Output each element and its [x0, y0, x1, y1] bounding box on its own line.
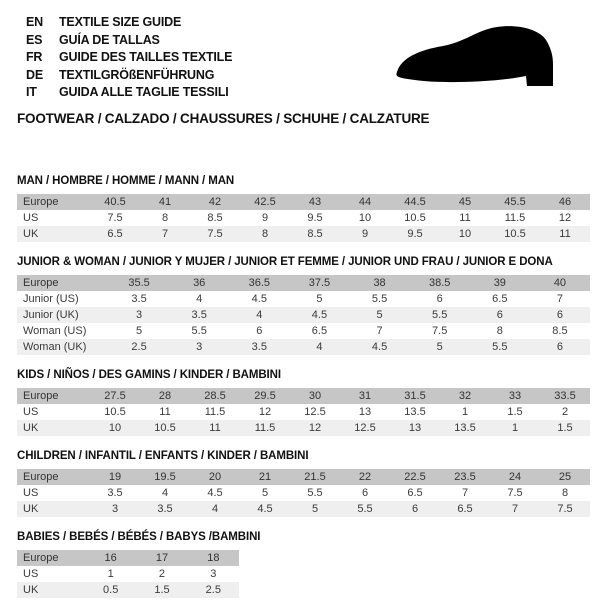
- size-row: [17, 210, 590, 226]
- row-label: US: [23, 405, 39, 418]
- size-cell: 10.5: [404, 211, 426, 224]
- size-cell: 6.5: [90, 226, 140, 242]
- size-cell: 21.5: [290, 469, 340, 485]
- size-cell: 11: [190, 420, 240, 436]
- size-cell: 9: [340, 226, 390, 242]
- size-cell: 31: [340, 388, 390, 404]
- language-label: TEXTILGRÖßENFÜHRUNG: [59, 67, 215, 82]
- size-cell: 8: [240, 226, 290, 242]
- row-label: UK: [17, 420, 90, 436]
- size-cell: 2.5: [109, 339, 169, 355]
- size-cell: 36: [169, 275, 229, 291]
- size-cell: 13: [390, 420, 440, 436]
- language-label: GUÍA DE TALLAS: [59, 32, 160, 47]
- size-cell: 5: [290, 501, 340, 517]
- section-title-children: CHILDREN / INFANTIL / ENFANTS / KINDER / BAMBINI: [17, 449, 309, 462]
- size-cell: 3: [169, 339, 229, 355]
- size-row: [17, 420, 590, 436]
- size-cell: 7: [140, 226, 190, 242]
- size-cell: 7.5: [190, 226, 240, 242]
- size-cell: 13: [358, 405, 372, 418]
- size-cell: 6.5: [492, 292, 508, 305]
- size-cell: 4: [229, 307, 289, 323]
- size-cell: 17: [136, 550, 187, 566]
- section-babies: [17, 530, 590, 598]
- size-cell: 6: [361, 486, 369, 499]
- row-label: Europe: [17, 194, 90, 210]
- size-cell: 2: [561, 405, 569, 418]
- section-title-man: MAN / HOMBRE / HOMME / MANN / MAN: [17, 174, 235, 187]
- size-cell: 36.5: [229, 275, 289, 291]
- size-cell: 4.5: [207, 486, 223, 499]
- size-cell: 9.5: [307, 211, 323, 224]
- size-cell: 9: [261, 211, 269, 224]
- shoe-icon: [393, 24, 573, 98]
- size-cell: 7.5: [432, 324, 448, 337]
- size-cell: 11.5: [504, 211, 526, 224]
- size-cell: 6: [530, 339, 590, 355]
- size-cell: 11.5: [240, 420, 290, 436]
- language-label: GUIDA ALLE TAGLIE TESSILI: [59, 85, 229, 99]
- size-cell: 33.5: [540, 388, 590, 404]
- size-cell: 32: [440, 388, 490, 404]
- size-cell: 20: [190, 469, 240, 485]
- size-cell: 5.5: [340, 501, 390, 517]
- size-cell: 3.5: [107, 486, 123, 499]
- size-cell: 28: [140, 388, 190, 404]
- size-cell: 23.5: [440, 469, 490, 485]
- section-title-junior-woman: JUNIOR & WOMAN / JUNIOR Y MUJER / JUNIOR ET FEMME / JUNIOR UND FRAU / JUNIOR E DONA: [17, 255, 553, 268]
- size-row: [17, 485, 590, 501]
- size-cell: 8.5: [290, 226, 340, 242]
- size-cell: 5.5: [371, 292, 388, 305]
- size-cell: 6.5: [440, 501, 490, 517]
- size-cell: 5: [350, 307, 410, 323]
- size-cell: 38.5: [410, 275, 470, 291]
- size-cell: 11: [459, 211, 471, 224]
- row-label: UK: [17, 582, 85, 598]
- size-cell: 4: [196, 292, 203, 305]
- size-row: [17, 501, 590, 517]
- size-cell: 41: [140, 194, 190, 210]
- size-cell: 11.5: [204, 405, 226, 418]
- size-cell: 35.5: [109, 275, 169, 291]
- size-cell: 3.5: [140, 501, 190, 517]
- size-cell: 1: [107, 567, 114, 580]
- row-label: Europe: [17, 388, 90, 404]
- size-cell: 22: [340, 469, 390, 485]
- size-cell: 0.5: [85, 582, 136, 598]
- size-cell: 11: [540, 226, 590, 242]
- size-cell: 1: [490, 420, 540, 436]
- size-cell: 8.5: [207, 211, 223, 224]
- size-cell: 10.5: [490, 226, 540, 242]
- size-cell: 4: [161, 486, 169, 499]
- size-cell: 7.5: [107, 211, 123, 224]
- size-cell: 3.5: [229, 339, 289, 355]
- size-cell: 10: [90, 420, 140, 436]
- size-cell: 10.5: [140, 420, 190, 436]
- size-table-babies: [17, 550, 239, 598]
- size-header-row: [17, 550, 239, 566]
- size-cell: 38: [350, 275, 410, 291]
- size-cell: 4.5: [240, 501, 290, 517]
- size-cell: 13.5: [440, 420, 490, 436]
- size-header-row: [17, 275, 590, 291]
- size-cell: 8: [496, 324, 503, 337]
- size-cell: 12: [558, 211, 572, 224]
- size-cell: 4.5: [251, 292, 267, 305]
- size-cell: 10: [358, 211, 372, 224]
- size-cell: 19: [90, 469, 140, 485]
- size-cell: 5: [261, 486, 269, 499]
- size-cell: 6.5: [407, 486, 423, 499]
- size-cell: 1.5: [507, 405, 523, 418]
- size-cell: 11: [159, 405, 171, 418]
- size-row: [17, 291, 590, 307]
- size-cell: 45: [440, 194, 490, 210]
- size-row: [17, 404, 590, 420]
- size-row: [17, 582, 239, 598]
- size-cell: 4: [190, 501, 240, 517]
- section-kids: [17, 368, 590, 436]
- row-label: Junior (US): [23, 292, 79, 305]
- size-cell: 1.5: [540, 420, 590, 436]
- size-cell: 16: [85, 550, 136, 566]
- size-cell: 5: [316, 292, 323, 305]
- size-header-row: [17, 388, 590, 404]
- size-table-kids: [17, 388, 590, 436]
- size-cell: 8: [561, 486, 569, 499]
- size-cell: 9.5: [390, 226, 440, 242]
- size-cell: 1.5: [136, 582, 187, 598]
- row-label: US: [23, 567, 39, 580]
- size-cell: 31.5: [390, 388, 440, 404]
- size-table-man: [17, 194, 590, 242]
- size-cell: 7: [556, 292, 563, 305]
- size-cell: 3.5: [131, 292, 147, 305]
- size-cell: 46: [540, 194, 590, 210]
- size-row: [17, 226, 590, 242]
- size-cell: 4.5: [289, 307, 349, 323]
- size-cell: 5.5: [307, 486, 323, 499]
- size-cell: 2: [158, 567, 166, 580]
- row-label: Woman (US): [23, 324, 87, 337]
- section-title-kids: KIDS / NIÑOS / DES GAMINS / KINDER / BAMBINI: [17, 368, 281, 381]
- size-cell: 40: [530, 275, 590, 291]
- size-cell: 42.5: [240, 194, 290, 210]
- row-label: UK: [17, 226, 90, 242]
- size-cell: 5.5: [191, 324, 207, 337]
- size-cell: 10: [440, 226, 490, 242]
- size-cell: 44: [340, 194, 390, 210]
- size-table-junior-woman: [17, 275, 590, 355]
- size-cell: 4: [289, 339, 349, 355]
- size-cell: 6: [530, 307, 590, 323]
- size-cell: 30: [290, 388, 340, 404]
- row-label: Junior (UK): [17, 307, 109, 323]
- size-cell: 5.5: [470, 339, 530, 355]
- size-cell: 27.5: [90, 388, 140, 404]
- size-row: [17, 307, 590, 323]
- size-cell: 7: [461, 486, 469, 499]
- size-cell: 6.5: [311, 324, 328, 337]
- size-cell: 3: [210, 567, 217, 580]
- row-label: US: [23, 486, 39, 499]
- size-cell: 21: [240, 469, 290, 485]
- size-cell: 5: [136, 324, 143, 337]
- size-cell: 12: [258, 405, 272, 418]
- size-cell: 5: [410, 339, 470, 355]
- size-table-children: [17, 469, 590, 517]
- size-cell: 44.5: [390, 194, 440, 210]
- size-header-row: [17, 469, 590, 485]
- size-cell: 1: [461, 405, 469, 418]
- section-children: [17, 449, 590, 517]
- size-cell: 29.5: [240, 388, 290, 404]
- size-cell: 8: [161, 211, 169, 224]
- row-label: Woman (UK): [17, 339, 109, 355]
- size-cell: 43: [290, 194, 340, 210]
- size-cell: 7.5: [540, 501, 590, 517]
- size-cell: 39: [470, 275, 530, 291]
- size-cell: 13.5: [404, 405, 426, 418]
- category-title: FOOTWEAR / CALZADO / CHAUSSURES / SCHUHE / CALZATURE: [17, 110, 430, 126]
- size-cell: 42: [190, 194, 240, 210]
- size-cell: 19.5: [140, 469, 190, 485]
- size-header-row: [17, 194, 590, 210]
- size-cell: 22.5: [390, 469, 440, 485]
- size-cell: 24: [490, 469, 540, 485]
- language-code: DE: [26, 67, 43, 82]
- size-cell: 7: [376, 324, 383, 337]
- size-cell: 12.5: [304, 405, 326, 418]
- size-cell: 6: [470, 307, 530, 323]
- row-label: Europe: [17, 550, 85, 566]
- size-cell: 40.5: [90, 194, 140, 210]
- size-cell: 12: [290, 420, 340, 436]
- size-row: [17, 339, 590, 355]
- size-cell: 8.5: [552, 324, 568, 337]
- language-code: EN: [26, 15, 43, 29]
- size-cell: 6: [256, 324, 263, 337]
- language-label: GUIDE DES TAILLES TEXTILE: [59, 50, 233, 64]
- size-cell: 33: [490, 388, 540, 404]
- size-cell: 18: [188, 550, 239, 566]
- section-title-babies: BABIES / BEBÉS / BÉBÉS / BABYS /BAMBINI: [17, 530, 261, 543]
- size-cell: 2.5: [188, 582, 239, 598]
- row-label: Europe: [17, 275, 109, 291]
- size-row: [17, 323, 590, 339]
- size-cell: 6: [390, 501, 440, 517]
- section-man: [17, 174, 590, 242]
- language-code: FR: [26, 50, 43, 64]
- size-cell: 37.5: [289, 275, 349, 291]
- size-cell: 12.5: [340, 420, 390, 436]
- section-junior-woman: [17, 255, 590, 355]
- size-cell: 3: [109, 307, 169, 323]
- size-cell: 5.5: [410, 307, 470, 323]
- size-cell: 6: [436, 292, 443, 305]
- size-cell: 25: [540, 469, 590, 485]
- language-code: ES: [26, 32, 43, 47]
- size-cell: 28.5: [190, 388, 240, 404]
- size-row: [17, 566, 239, 582]
- size-cell: 3: [90, 501, 140, 517]
- size-cell: 7: [490, 501, 540, 517]
- row-label: Europe: [17, 469, 90, 485]
- row-label: UK: [17, 501, 90, 517]
- size-cell: 3.5: [169, 307, 229, 323]
- size-cell: 10.5: [104, 405, 126, 418]
- size-cell: 7.5: [507, 486, 523, 499]
- row-label: US: [23, 211, 39, 224]
- language-label: TEXTILE SIZE GUIDE: [59, 15, 182, 29]
- language-code: IT: [26, 85, 37, 99]
- size-cell: 4.5: [350, 339, 410, 355]
- size-cell: 45.5: [490, 194, 540, 210]
